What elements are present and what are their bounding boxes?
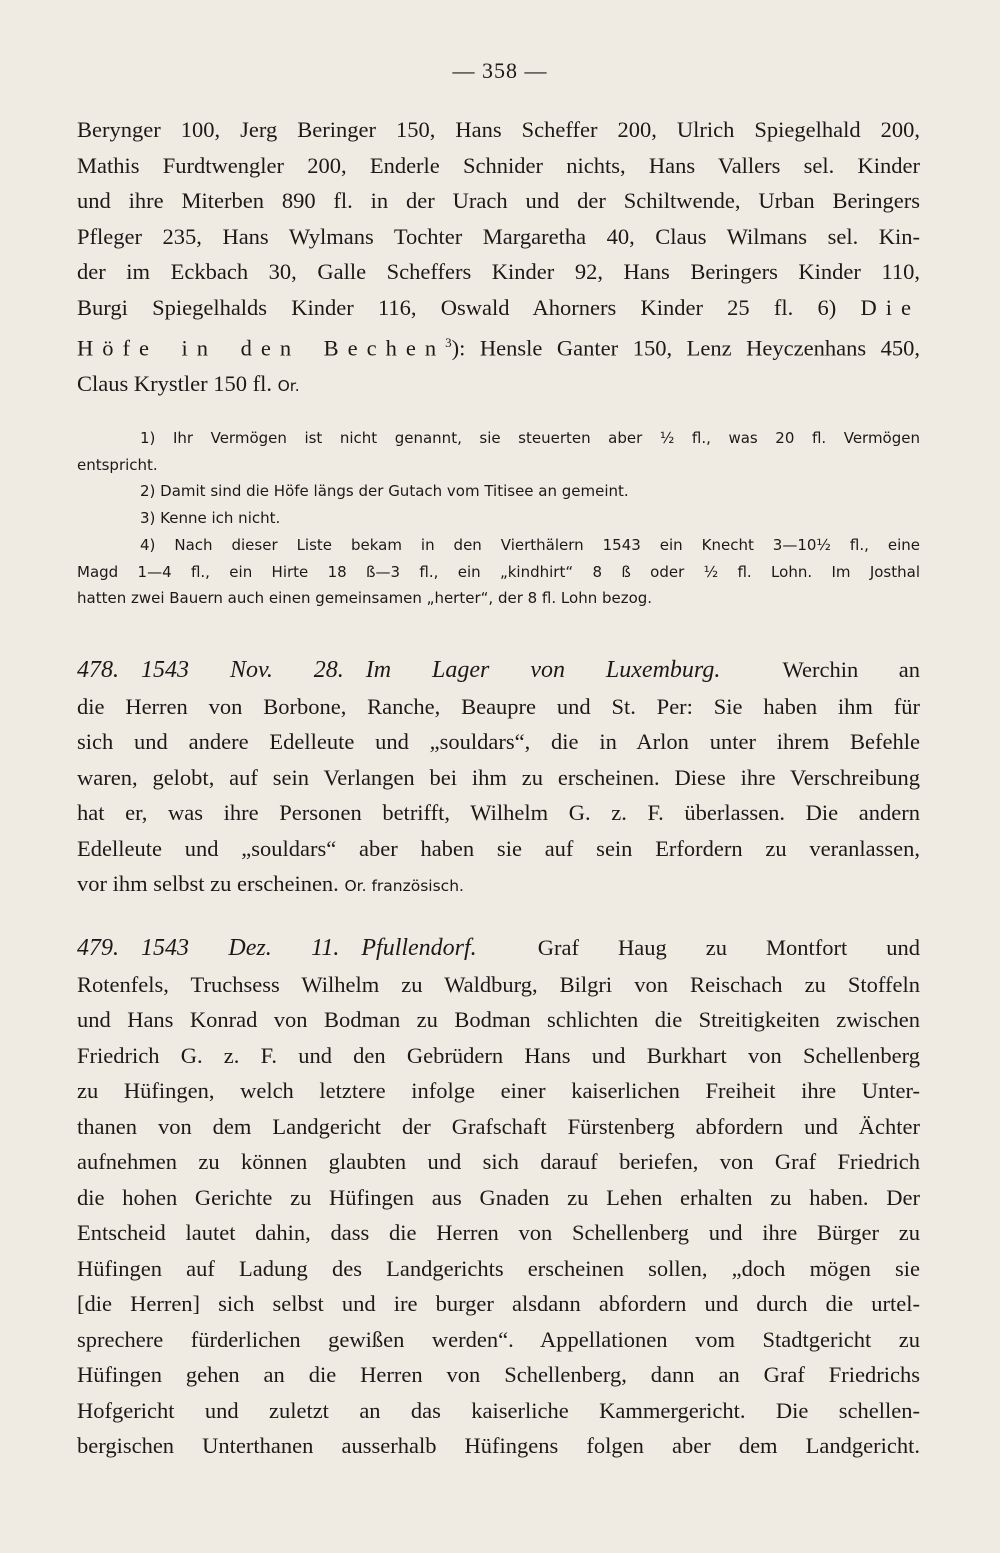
entry-heading (77, 657, 742, 683)
entry-date: 1543 Nov. 28. (141, 657, 344, 683)
text-line: zu Hüfingen, welch letztere infolge einer kaiserlichen Freiheit ihre Unter- (77, 1078, 920, 1103)
text-line: aufnehmen zu können glaubten und sich darauf beriefen, von Graf Friedrich (77, 1149, 920, 1174)
text-line: Berynger 100, Jerg Beringer 150, Hans Scheffer 200, Ulrich Spiegelhald 200, (77, 117, 920, 142)
text-line: die hohen Gerichte zu Hüfingen aus Gnaden zu Lehen erhalten zu haben. Der (77, 1184, 920, 1210)
text-line: hat er, was ihre Personen betrifft, Wilhelm G. z. F. überlassen. Die andern (77, 800, 920, 825)
text-fragment: vor ihm selbst zu erscheinen. (77, 871, 339, 896)
page-number: — 358 — (452, 58, 548, 83)
spaced-heading: Die (860, 294, 920, 320)
entry-heading (77, 935, 499, 961)
source-note: Or. (277, 377, 300, 395)
text-line: thanen von dem Landgericht der Grafschaft Fürstenberg abfordern und Ächter (77, 1113, 920, 1139)
text-line: die Herren von Borbone, Ranche, Beaupre und St. Per: Sie haben ihm für (77, 693, 920, 719)
text-line: [die Herren] sich selbst und ire burger alsdann abfordern und durch die urtel- (77, 1291, 920, 1316)
text-fragment: Burgi Spiegelhalds Kinder 116, Oswald Ahorners Kinder 25 fl. 6) (77, 294, 837, 320)
footnote-4-cont: Magd 1—4 fl., ein Hirte 18 ß—3 fl., ein „kindhirt“ 8 ß oder ½ fl. Lohn. Im Josthal (77, 562, 920, 581)
footnote-4-cont: hatten zwei Bauern auch einen gemeinsamen „herter“, der 8 fl. Lohn bezog. (77, 589, 653, 608)
text-line: Rotenfels, Truchsess Wilhelm zu Waldburg, Bilgri von Reischach zu Stoffeln (77, 971, 920, 997)
footnote-1-cont: entspricht. (77, 455, 158, 474)
text-line: Entscheid lautet dahin, dass die Herren von Schellenberg und ihre Bürger zu (77, 1220, 920, 1245)
entry-number: 478. (77, 657, 119, 683)
source-note: Or. französisch. (344, 877, 464, 895)
entry-heading-line (77, 930, 920, 967)
entry-place: Pfullendorf. (361, 935, 477, 961)
text-line: Hofgericht und zuletzt an das kaiserliche Kammergericht. Die schellen- (77, 1397, 920, 1423)
text-line: und Hans Konrad von Bodman zu Bodman schlichten die Streitigkeiten zwischen (77, 1007, 920, 1032)
text-line (77, 866, 920, 905)
text-fragment: Claus Krystler 150 fl. (77, 371, 272, 396)
spaced-heading: Höfe in den Bechen (77, 335, 446, 361)
entry-number: 479. (77, 935, 119, 961)
entry-heading-line (77, 652, 920, 689)
text-line (77, 325, 920, 366)
footnotes (77, 425, 920, 612)
text-line: und ihre Miterben 890 fl. in der Urach und der Schiltwende, Urban Beringers (77, 188, 920, 213)
text-line: Pfleger 235, Hans Wylmans Tochter Margaretha 40, Claus Wilmans sel. Kin- (77, 223, 920, 249)
entry-date: 1543 Dez. 11. (141, 935, 340, 961)
text-line: Friedrich G. z. F. und den Gebrüdern Hans und Burkhart von Schellenberg (77, 1042, 920, 1068)
text-line: sich und andere Edelleute und „souldars“, die in Arlon unter ihrem Befehle (77, 729, 920, 754)
entry-478 (77, 652, 920, 905)
text-line: Hüfingen auf Ladung des Landgerichts erscheinen sollen, „doch mögen sie (77, 1255, 920, 1281)
text-line: der im Eckbach 30, Galle Scheffers Kinder 92, Hans Beringers Kinder 110, (77, 259, 920, 284)
text-line: Mathis Furdtwengler 200, Enderle Schnider nichts, Hans Vallers sel. Kinder (77, 152, 920, 178)
text-line (77, 366, 920, 405)
text-line: Hüfingen gehen an die Herren von Schellenberg, dann an Graf Friedrichs (77, 1362, 920, 1387)
footnote-2: 2) Damit sind die Höfe längs der Gutach vom Titisee an gemeint. (140, 482, 629, 501)
text-fragment: ): Hensle Ganter 150, Lenz Heyczenhans 450, (451, 335, 920, 361)
footnote-4: 4) Nach dieser Liste bekam in den Vierthälern 1543 ein Knecht 3—10½ fl., eine (140, 535, 920, 554)
footnote-3: 3) Kenne ich nicht. (140, 509, 281, 528)
entry-place: Im Lager von Luxemburg. (365, 657, 721, 683)
text-line: bergischen Unterthanen ausserhalb Hüfingens folgen aber dem Landgericht. (77, 1433, 920, 1458)
footnote-1: 1) Ihr Vermögen ist nicht genannt, sie steuerten aber ½ fl., was 20 fl. Vermögen (140, 429, 920, 447)
paragraph-1 (77, 112, 920, 405)
text-line: sprechere fürderlichen gewißen werden“. Appellationen vom Stadtgericht zu (77, 1326, 920, 1352)
footnote-ref: 3 (445, 335, 452, 350)
text-fragment: Graf Haug zu Montfort und (537, 935, 921, 960)
text-line: Edelleute und „souldars“ aber haben sie auf sein Erfordern zu veranlassen, (77, 835, 920, 861)
text-fragment: Werchin an (782, 657, 921, 682)
text-line (77, 290, 920, 326)
text-line: waren, gelobt, auf sein Verlangen bei ihm zu erscheinen. Diese ihre Verschreibung (77, 764, 920, 790)
entry-479 (77, 930, 920, 1464)
